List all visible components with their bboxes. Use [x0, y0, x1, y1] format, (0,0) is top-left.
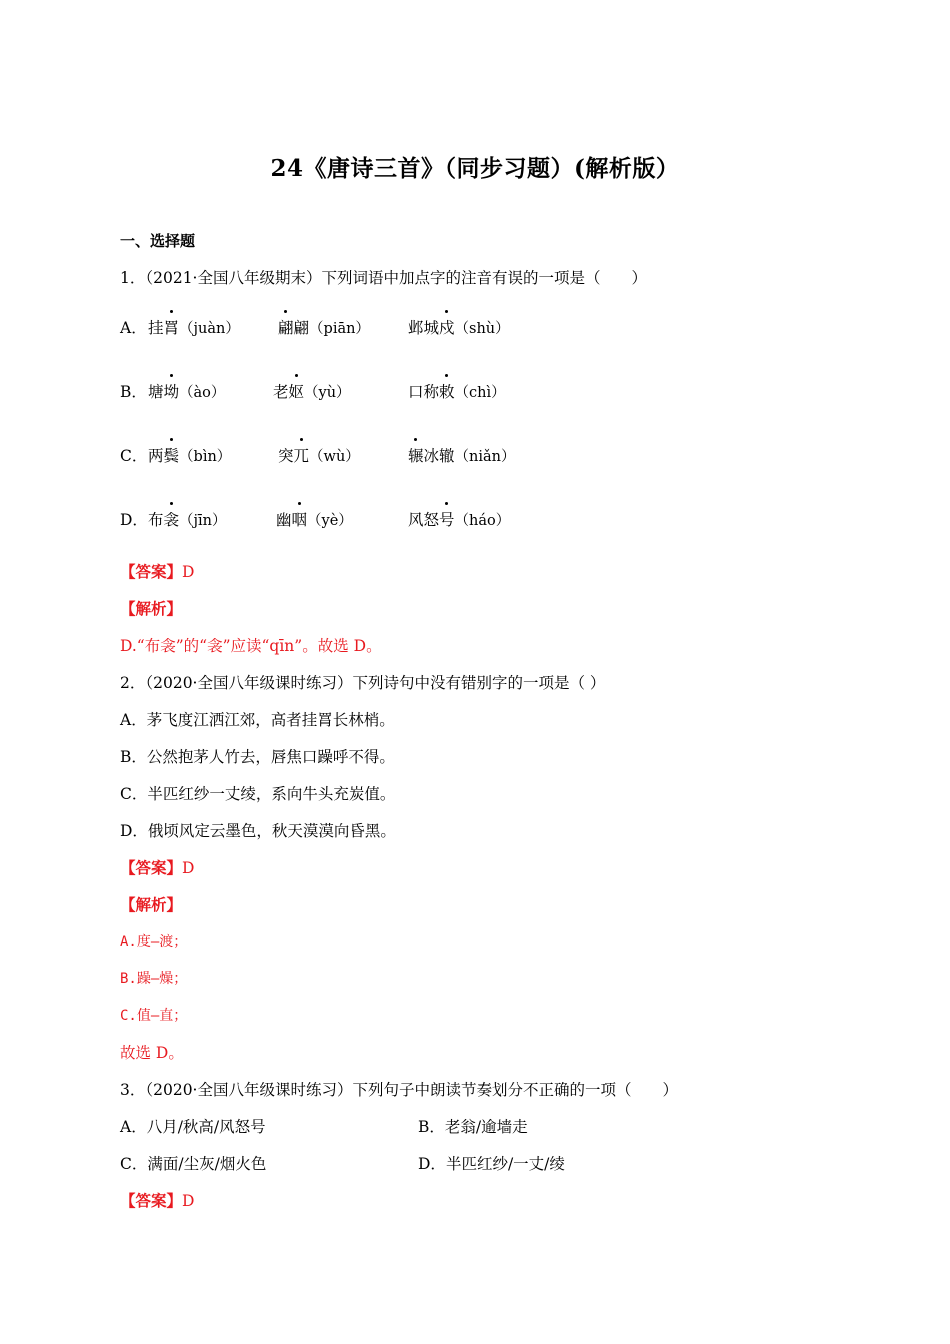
q1-analysis-label: 【解析】 — [120, 599, 183, 618]
question-3-stem: 3．（2020·全国八年级课时练习）下列句子中朗读节奏划分不正确的一项（ ） — [120, 1081, 678, 1099]
question-2-stem: 2．（2020·全国八年级课时练习）下列诗句中没有错别字的一项是（ ） — [120, 674, 606, 692]
q2-analysis-line-1: A.度—渡； — [120, 934, 188, 950]
q2-analysis-line-2: B.躁—燥； — [120, 971, 188, 987]
q1-option-c-label: C． — [120, 447, 148, 465]
q1-option-c-item-3: 辗冰辙（niǎn） — [408, 444, 516, 466]
q2-answer: 【答案】D — [120, 858, 195, 877]
q1-option-a-item-3: 邺城戍（shù） — [408, 316, 510, 338]
q1-analysis-text: D.“布衾”的“衾”应读“qīn”。故选 D。 — [120, 637, 382, 655]
q2-analysis-label: 【解析】 — [120, 895, 183, 914]
q2-analysis-line-4: 故选 D。 — [120, 1044, 184, 1062]
q1-option-c-item-1: 两鬓（bìn） — [148, 444, 231, 466]
q1-option-b-item-2: 老妪（yù） — [273, 380, 351, 402]
q1-option-c-item-2: 突兀（wù） — [278, 444, 360, 466]
q3-answer: 【答案】D — [120, 1191, 195, 1210]
q3-option-d: D．半匹红纱/一丈/绫 — [418, 1155, 565, 1173]
q2-option-b: B．公然抱茅人竹去，唇焦口躁呼不得。 — [120, 748, 395, 766]
q3-option-c: C．满面/尘灰/烟火色 — [120, 1155, 267, 1173]
q2-analysis-line-3: C.值—直； — [120, 1008, 188, 1024]
q1-option-d-label: D． — [120, 511, 148, 529]
q2-option-a: A．茅飞度江洒江郊，高者挂罥长林梢。 — [120, 711, 395, 729]
document-title: 24《唐诗三首》（同步习题）(解析版） — [270, 155, 680, 182]
q1-option-b-item-3: 口称敕（chì） — [408, 380, 506, 402]
q2-option-c: C．半匹红纱一丈绫，系向牛头充炭值。 — [120, 785, 396, 803]
q3-option-a: A．八月/秋高/风怒号 — [120, 1118, 266, 1136]
q1-option-a-label: A． — [120, 319, 147, 337]
q3-option-b: B．老翁/逾墙走 — [418, 1118, 528, 1136]
q1-answer: 【答案】D — [120, 562, 195, 581]
q1-option-d-item-3: 风怒号（háo） — [408, 508, 510, 530]
q1-option-d-item-1: 布衾（jīn） — [148, 508, 227, 530]
q1-option-b-label: B． — [120, 383, 147, 401]
q1-option-a-item-1: 挂罥（juàn） — [148, 316, 240, 338]
q1-option-d-item-2: 幽咽（yè） — [276, 508, 353, 530]
section-heading: 一、选择题 — [120, 232, 196, 250]
q2-option-d: D．俄顷风定云墨色，秋天漠漠向昏黑。 — [120, 822, 396, 840]
question-1-stem: 1．（2021·全国八年级期末）下列词语中加点字的注音有误的一项是（ ） — [120, 269, 647, 287]
q1-option-b-item-1: 塘坳（ào） — [148, 380, 225, 402]
q1-option-a-item-2: 翩翩（piān） — [278, 316, 370, 338]
